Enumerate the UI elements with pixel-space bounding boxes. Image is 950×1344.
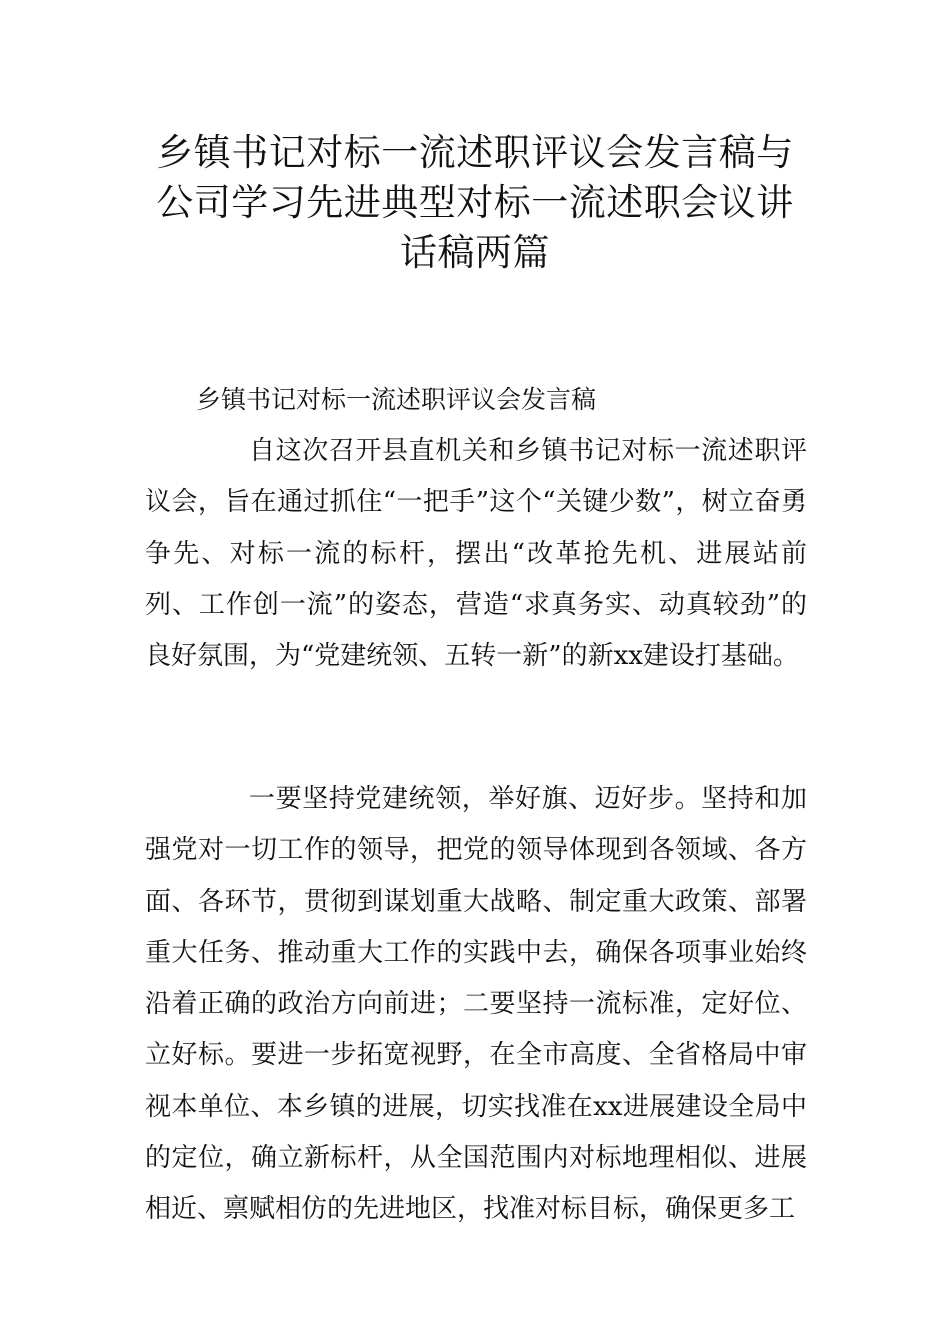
body-paragraph-2: 一要坚持党建统领，举好旗、迈好步。坚持和加强党对一切工作的领导，把党的领导体现到各领域、各方面、各环节，贯彻到谋划重大战略、制定重大政策、部署重大任务、推动重大工作的实践中去，确保各项事业始终沿着正确的政治方向前进；二要坚持一流标准，定好位、立好标。要进一步拓宽视野，在全市高度、全省格局中审视本单位、本乡镇的进展，切实找准在xx进展建设全局中的定位，确立新标杆，从全国范围内对标地理相似、进展相近、禀赋相仿的先进地区，找准对标目标，确保更多工	[145, 784, 807, 1225]
section-heading: 乡镇书记对标一流述职评议会发言稿	[196, 385, 597, 414]
body-paragraph-1: 自这次召开县直机关和乡镇书记对标一流述职评议会，旨在通过抓住“一把手”这个“关键少数”，树立奋勇争先、对标一流的标杆，摆出“改革抢先机、进展站前列、工作创一流”的姿态，营造“求真务实、动真较劲”的良好氛围，为“党建统领、五转一新”的新xx建设打基础。	[145, 436, 807, 672]
document-title: 乡镇书记对标一流述职评议会发言稿与公司学习先进典型对标一流述职会议讲话稿两篇	[156, 131, 794, 274]
